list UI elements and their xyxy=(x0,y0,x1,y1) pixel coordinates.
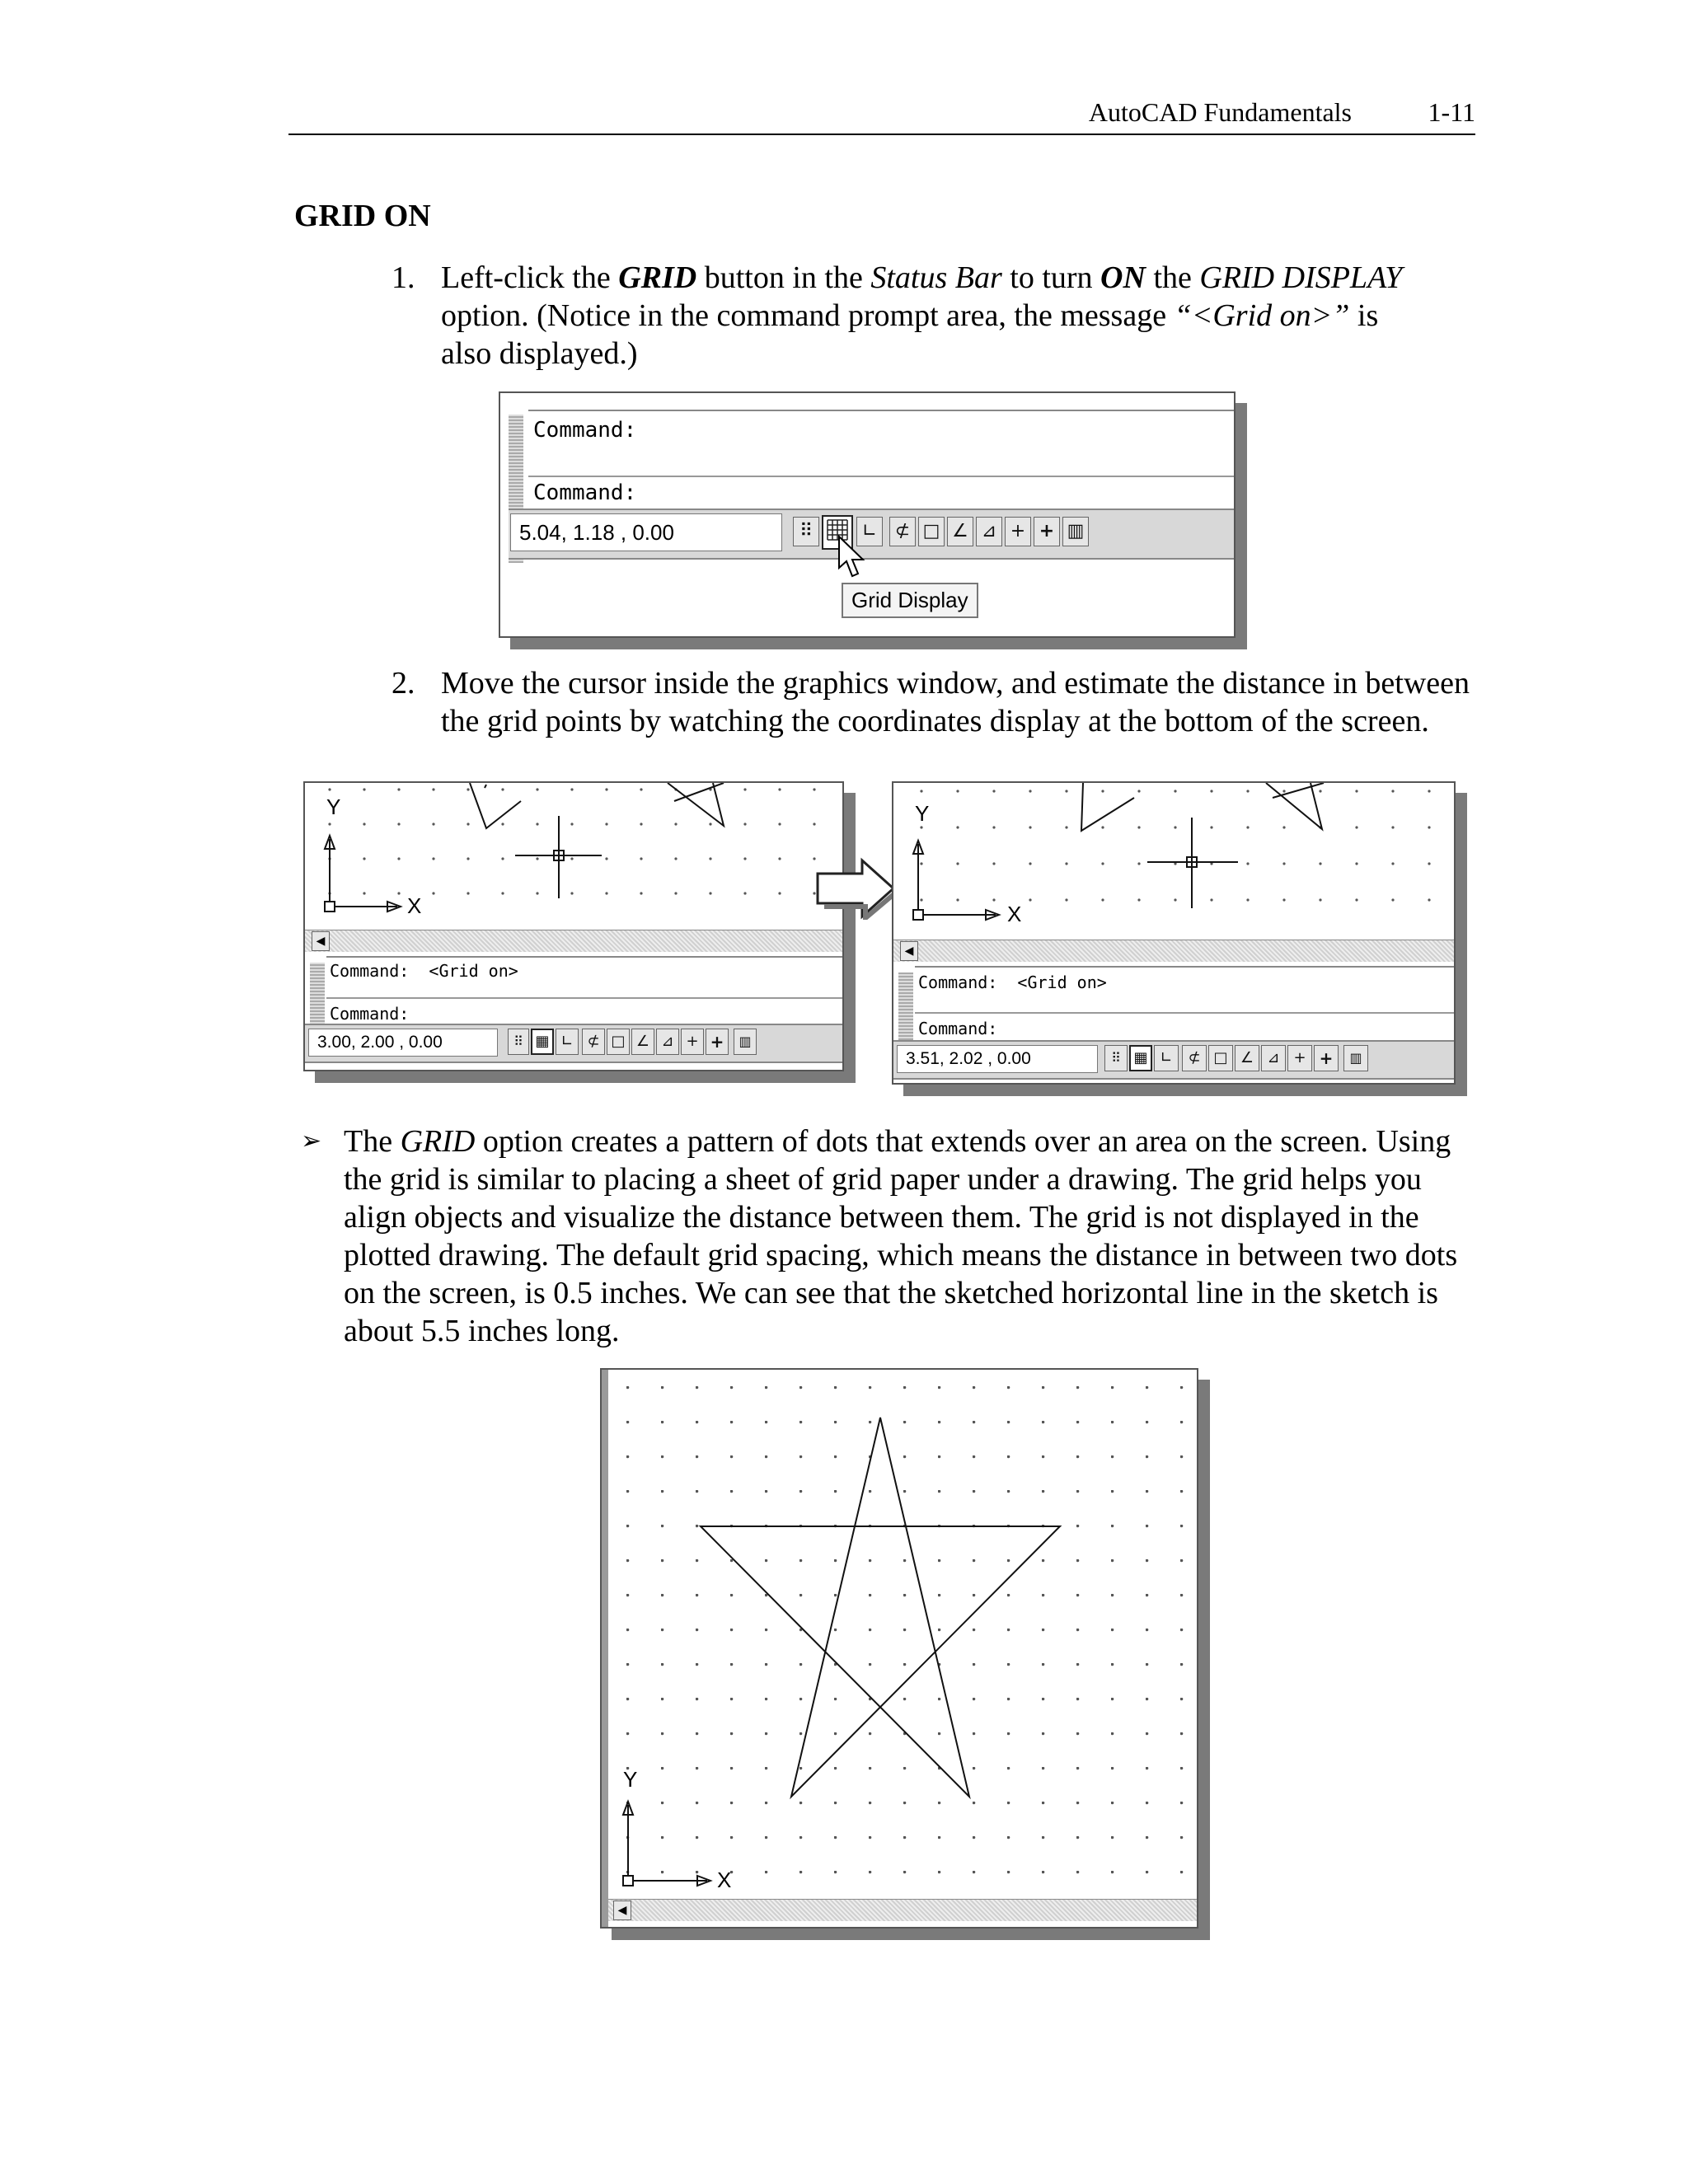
lwt-icon[interactable]: + xyxy=(1034,517,1060,546)
graphics-area[interactable] xyxy=(305,783,842,940)
horizontal-scrollbar[interactable] xyxy=(305,930,842,952)
step-text: Left-click the GRID button in the Status Bar to turn ON the GRID DISPLAY option. (Notice in the command prompt area, the message “<Grid on>” is also displayed.) xyxy=(441,260,1403,371)
scroll-left-button[interactable]: ◀ xyxy=(613,1900,631,1920)
y-axis-label: Y xyxy=(623,1767,638,1792)
ducs-icon[interactable]: ⊿ xyxy=(976,517,1002,546)
page-header xyxy=(288,92,1475,135)
step-number: 1. xyxy=(392,260,415,295)
x-axis-label: X xyxy=(1007,902,1022,926)
status-bar xyxy=(305,1024,842,1063)
lwt-icon[interactable]: + xyxy=(706,1029,729,1055)
command-line-2[interactable]: Command: xyxy=(918,1019,998,1038)
dyn-icon[interactable]: + xyxy=(1005,517,1031,546)
status-bar xyxy=(893,1040,1454,1080)
polar-icon[interactable]: ⊄ xyxy=(582,1029,605,1055)
coordinates-display[interactable]: 5.04, 1.18 , 0.00 xyxy=(510,513,782,551)
ducs-icon[interactable]: ⊿ xyxy=(656,1029,679,1055)
coordinates-display[interactable]: 3.00, 2.00 , 0.00 xyxy=(308,1029,498,1057)
ducs-icon[interactable]: ⊿ xyxy=(1261,1045,1286,1071)
arrow-right-icon xyxy=(816,857,898,920)
osnap-icon[interactable]: □ xyxy=(1208,1045,1233,1071)
command-line-1: Command: xyxy=(533,418,637,443)
command-window[interactable] xyxy=(326,956,842,1025)
running-title: AutoCAD Fundamentals xyxy=(1088,97,1352,127)
dyn-icon[interactable]: + xyxy=(681,1029,704,1055)
ortho-icon[interactable]: ∟ xyxy=(856,517,883,546)
step-1 xyxy=(392,259,1488,374)
graphics-area[interactable] xyxy=(608,1370,1197,1899)
grid-icon[interactable]: ▦ xyxy=(1129,1045,1152,1071)
command-line-1: Command: <Grid on> xyxy=(330,961,518,981)
ortho-icon[interactable]: ∟ xyxy=(1154,1045,1179,1071)
osnap-icon[interactable]: □ xyxy=(607,1029,630,1055)
command-grip[interactable] xyxy=(898,972,913,1043)
y-axis-label: Y xyxy=(326,794,341,819)
graphics-window-after xyxy=(892,781,1456,1085)
otrack-icon[interactable]: ∠ xyxy=(947,517,973,546)
scroll-left-button[interactable]: ◀ xyxy=(312,931,330,951)
model-icon[interactable]: ▥ xyxy=(734,1029,757,1055)
grid-display-tooltip: Grid Display xyxy=(842,583,978,618)
section-title: GRID ON xyxy=(294,199,431,233)
grid-icon[interactable]: ▦ xyxy=(531,1029,554,1055)
y-axis-label: Y xyxy=(915,801,930,826)
ortho-icon[interactable]: ∟ xyxy=(556,1029,579,1055)
coordinates-display[interactable]: 3.51, 2.02 , 0.00 xyxy=(897,1045,1098,1073)
x-axis-label: X xyxy=(407,893,422,918)
osnap-icon[interactable]: □ xyxy=(918,517,945,546)
command-grip[interactable] xyxy=(310,963,325,1029)
graphics-window-before xyxy=(303,781,844,1071)
dyn-icon[interactable]: + xyxy=(1287,1045,1312,1071)
command-window[interactable] xyxy=(528,410,1234,510)
horizontal-scrollbar[interactable] xyxy=(608,1899,1197,1921)
polar-icon[interactable]: ⊄ xyxy=(889,517,916,546)
star-sketch-window xyxy=(600,1368,1198,1929)
window-edge xyxy=(602,1370,608,1927)
command-line-2[interactable]: Command: xyxy=(533,480,637,505)
step-2 xyxy=(392,664,1488,780)
status-bar xyxy=(509,509,1234,560)
scroll-left-button[interactable]: ◀ xyxy=(900,941,918,961)
polar-icon[interactable]: ⊄ xyxy=(1182,1045,1207,1071)
lwt-icon[interactable]: + xyxy=(1314,1045,1339,1071)
command-line-1: Command: <Grid on> xyxy=(918,972,1107,992)
step-number: 2. xyxy=(392,666,415,701)
status-bar-screenshot xyxy=(499,391,1236,638)
model-icon[interactable]: ▥ xyxy=(1062,517,1089,546)
page-number: 1-11 xyxy=(1428,97,1475,127)
command-window[interactable] xyxy=(915,966,1454,1042)
command-line-2[interactable]: Command: xyxy=(330,1004,410,1024)
otrack-icon[interactable]: ∠ xyxy=(631,1029,654,1055)
model-icon[interactable]: ▥ xyxy=(1343,1045,1368,1071)
bullet-text: The GRID option creates a pattern of dots that extends over an area on the screen. Using the grid is similar to placing a sheet of grid paper under a drawing. The grid helps you align objects and visualize the distance between them. The grid is not displayed in the plotted drawing. The default grid spacing, which means the distance in between two dots on the screen, is 0.5 inches. We can see that the sketched horizontal line in the sketch is about 5.5 inches long. xyxy=(344,1124,1458,1348)
otrack-icon[interactable]: ∠ xyxy=(1235,1045,1259,1071)
arrowhead-bullet-icon: ➢ xyxy=(301,1127,322,1155)
x-axis-label: X xyxy=(717,1868,732,1892)
snap-icon[interactable]: ⠿ xyxy=(1104,1045,1128,1071)
step-text: Move the cursor inside the graphics window, and estimate the distance in between the grid points by watching the coordinates display at the bottom of the screen. xyxy=(441,666,1470,738)
horizontal-scrollbar[interactable] xyxy=(893,940,1454,962)
snap-icon[interactable]: ⠿ xyxy=(508,1029,529,1055)
mouse-pointer-icon xyxy=(837,535,866,581)
snap-icon[interactable]: ⠿ xyxy=(793,517,819,546)
graphics-area[interactable] xyxy=(893,783,1454,944)
